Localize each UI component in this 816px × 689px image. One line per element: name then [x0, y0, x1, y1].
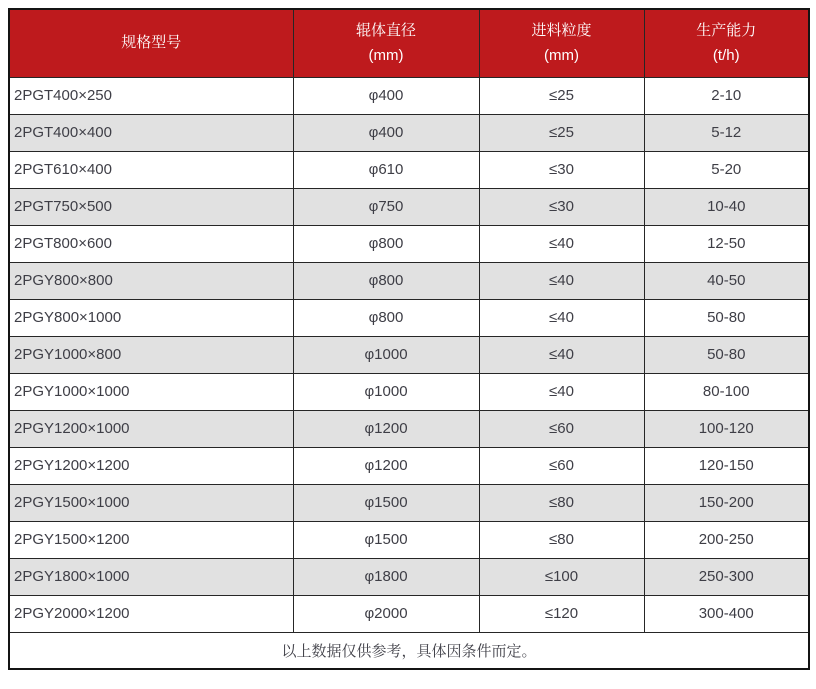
cell-roller-diameter: φ1800 [293, 558, 479, 595]
column-unit-capacity: (t/h) [712, 47, 740, 65]
cell-model: 2PGY1500×1200 [9, 521, 293, 558]
cell-model: 2PGY2000×1200 [9, 595, 293, 632]
cell-capacity: 5-12 [644, 114, 809, 151]
cell-model: 2PGY800×1000 [9, 299, 293, 336]
header-row [9, 9, 809, 77]
cell-roller-diameter: φ1500 [293, 521, 479, 558]
table-row [9, 484, 809, 521]
cell-capacity: 120-150 [644, 447, 809, 484]
cell-capacity: 150-200 [644, 484, 809, 521]
cell-feed-size: ≤40 [479, 225, 644, 262]
column-unit-roller-diameter: (mm) [368, 47, 404, 65]
cell-feed-size: ≤60 [479, 447, 644, 484]
column-title-feed-size: 进料粒度 [531, 22, 592, 40]
table-row [9, 299, 809, 336]
header-cell-feed-size [479, 9, 644, 77]
cell-model: 2PGY1200×1200 [9, 447, 293, 484]
cell-feed-size: ≤100 [479, 558, 644, 595]
column-title-capacity: 生产能力 [696, 22, 757, 40]
cell-capacity: 50-80 [644, 336, 809, 373]
column-title-model: 规格型号 [121, 34, 182, 52]
cell-capacity: 80-100 [644, 373, 809, 410]
spec-table [8, 8, 810, 670]
cell-roller-diameter: φ800 [293, 262, 479, 299]
cell-feed-size: ≤120 [479, 595, 644, 632]
cell-roller-diameter: φ800 [293, 225, 479, 262]
table-row [9, 595, 809, 632]
table-row [9, 188, 809, 225]
cell-model: 2PGY800×800 [9, 262, 293, 299]
cell-roller-diameter: φ750 [293, 188, 479, 225]
table-row [9, 373, 809, 410]
table-row [9, 336, 809, 373]
cell-feed-size: ≤40 [479, 262, 644, 299]
table-row [9, 225, 809, 262]
cell-model: 2PGT400×250 [9, 77, 293, 114]
table-row [9, 77, 809, 114]
table-row [9, 114, 809, 151]
cell-model: 2PGT610×400 [9, 151, 293, 188]
cell-feed-size: ≤30 [479, 188, 644, 225]
table-row [9, 558, 809, 595]
cell-roller-diameter: φ2000 [293, 595, 479, 632]
table-row [9, 521, 809, 558]
cell-model: 2PGY1500×1000 [9, 484, 293, 521]
footer-row [9, 632, 809, 669]
cell-feed-size: ≤30 [479, 151, 644, 188]
cell-feed-size: ≤40 [479, 336, 644, 373]
cell-feed-size: ≤25 [479, 114, 644, 151]
cell-capacity: 50-80 [644, 299, 809, 336]
cell-roller-diameter: φ1200 [293, 410, 479, 447]
spec-table-body [9, 77, 809, 632]
cell-feed-size: ≤40 [479, 299, 644, 336]
cell-roller-diameter: φ1000 [293, 336, 479, 373]
cell-roller-diameter: φ400 [293, 77, 479, 114]
cell-roller-diameter: φ1500 [293, 484, 479, 521]
footer-note: 以上数据仅供参考，具体因条件而定。 [9, 632, 809, 669]
table-row [9, 151, 809, 188]
cell-capacity: 2-10 [644, 77, 809, 114]
cell-capacity: 100-120 [644, 410, 809, 447]
cell-capacity: 12-50 [644, 225, 809, 262]
cell-model: 2PGT750×500 [9, 188, 293, 225]
cell-capacity: 200-250 [644, 521, 809, 558]
cell-roller-diameter: φ1000 [293, 373, 479, 410]
header-cell-capacity [644, 9, 809, 77]
cell-model: 2PGT800×600 [9, 225, 293, 262]
cell-model: 2PGT400×400 [9, 114, 293, 151]
cell-capacity: 10-40 [644, 188, 809, 225]
cell-feed-size: ≤40 [479, 373, 644, 410]
cell-capacity: 300-400 [644, 595, 809, 632]
cell-roller-diameter: φ800 [293, 299, 479, 336]
cell-capacity: 40-50 [644, 262, 809, 299]
header-cell-model [9, 9, 293, 77]
cell-feed-size: ≤25 [479, 77, 644, 114]
cell-model: 2PGY1200×1000 [9, 410, 293, 447]
header-cell-roller-diameter [293, 9, 479, 77]
cell-model: 2PGY1800×1000 [9, 558, 293, 595]
column-unit-feed-size: (mm) [544, 47, 579, 65]
cell-roller-diameter: φ1200 [293, 447, 479, 484]
cell-roller-diameter: φ610 [293, 151, 479, 188]
cell-capacity: 250-300 [644, 558, 809, 595]
column-title-roller-diameter: 辊体直径 [355, 22, 416, 40]
cell-roller-diameter: φ400 [293, 114, 479, 151]
cell-capacity: 5-20 [644, 151, 809, 188]
cell-model: 2PGY1000×800 [9, 336, 293, 373]
table-row [9, 447, 809, 484]
cell-model: 2PGY1000×1000 [9, 373, 293, 410]
cell-feed-size: ≤60 [479, 410, 644, 447]
table-row [9, 410, 809, 447]
table-row [9, 262, 809, 299]
cell-feed-size: ≤80 [479, 521, 644, 558]
cell-feed-size: ≤80 [479, 484, 644, 521]
